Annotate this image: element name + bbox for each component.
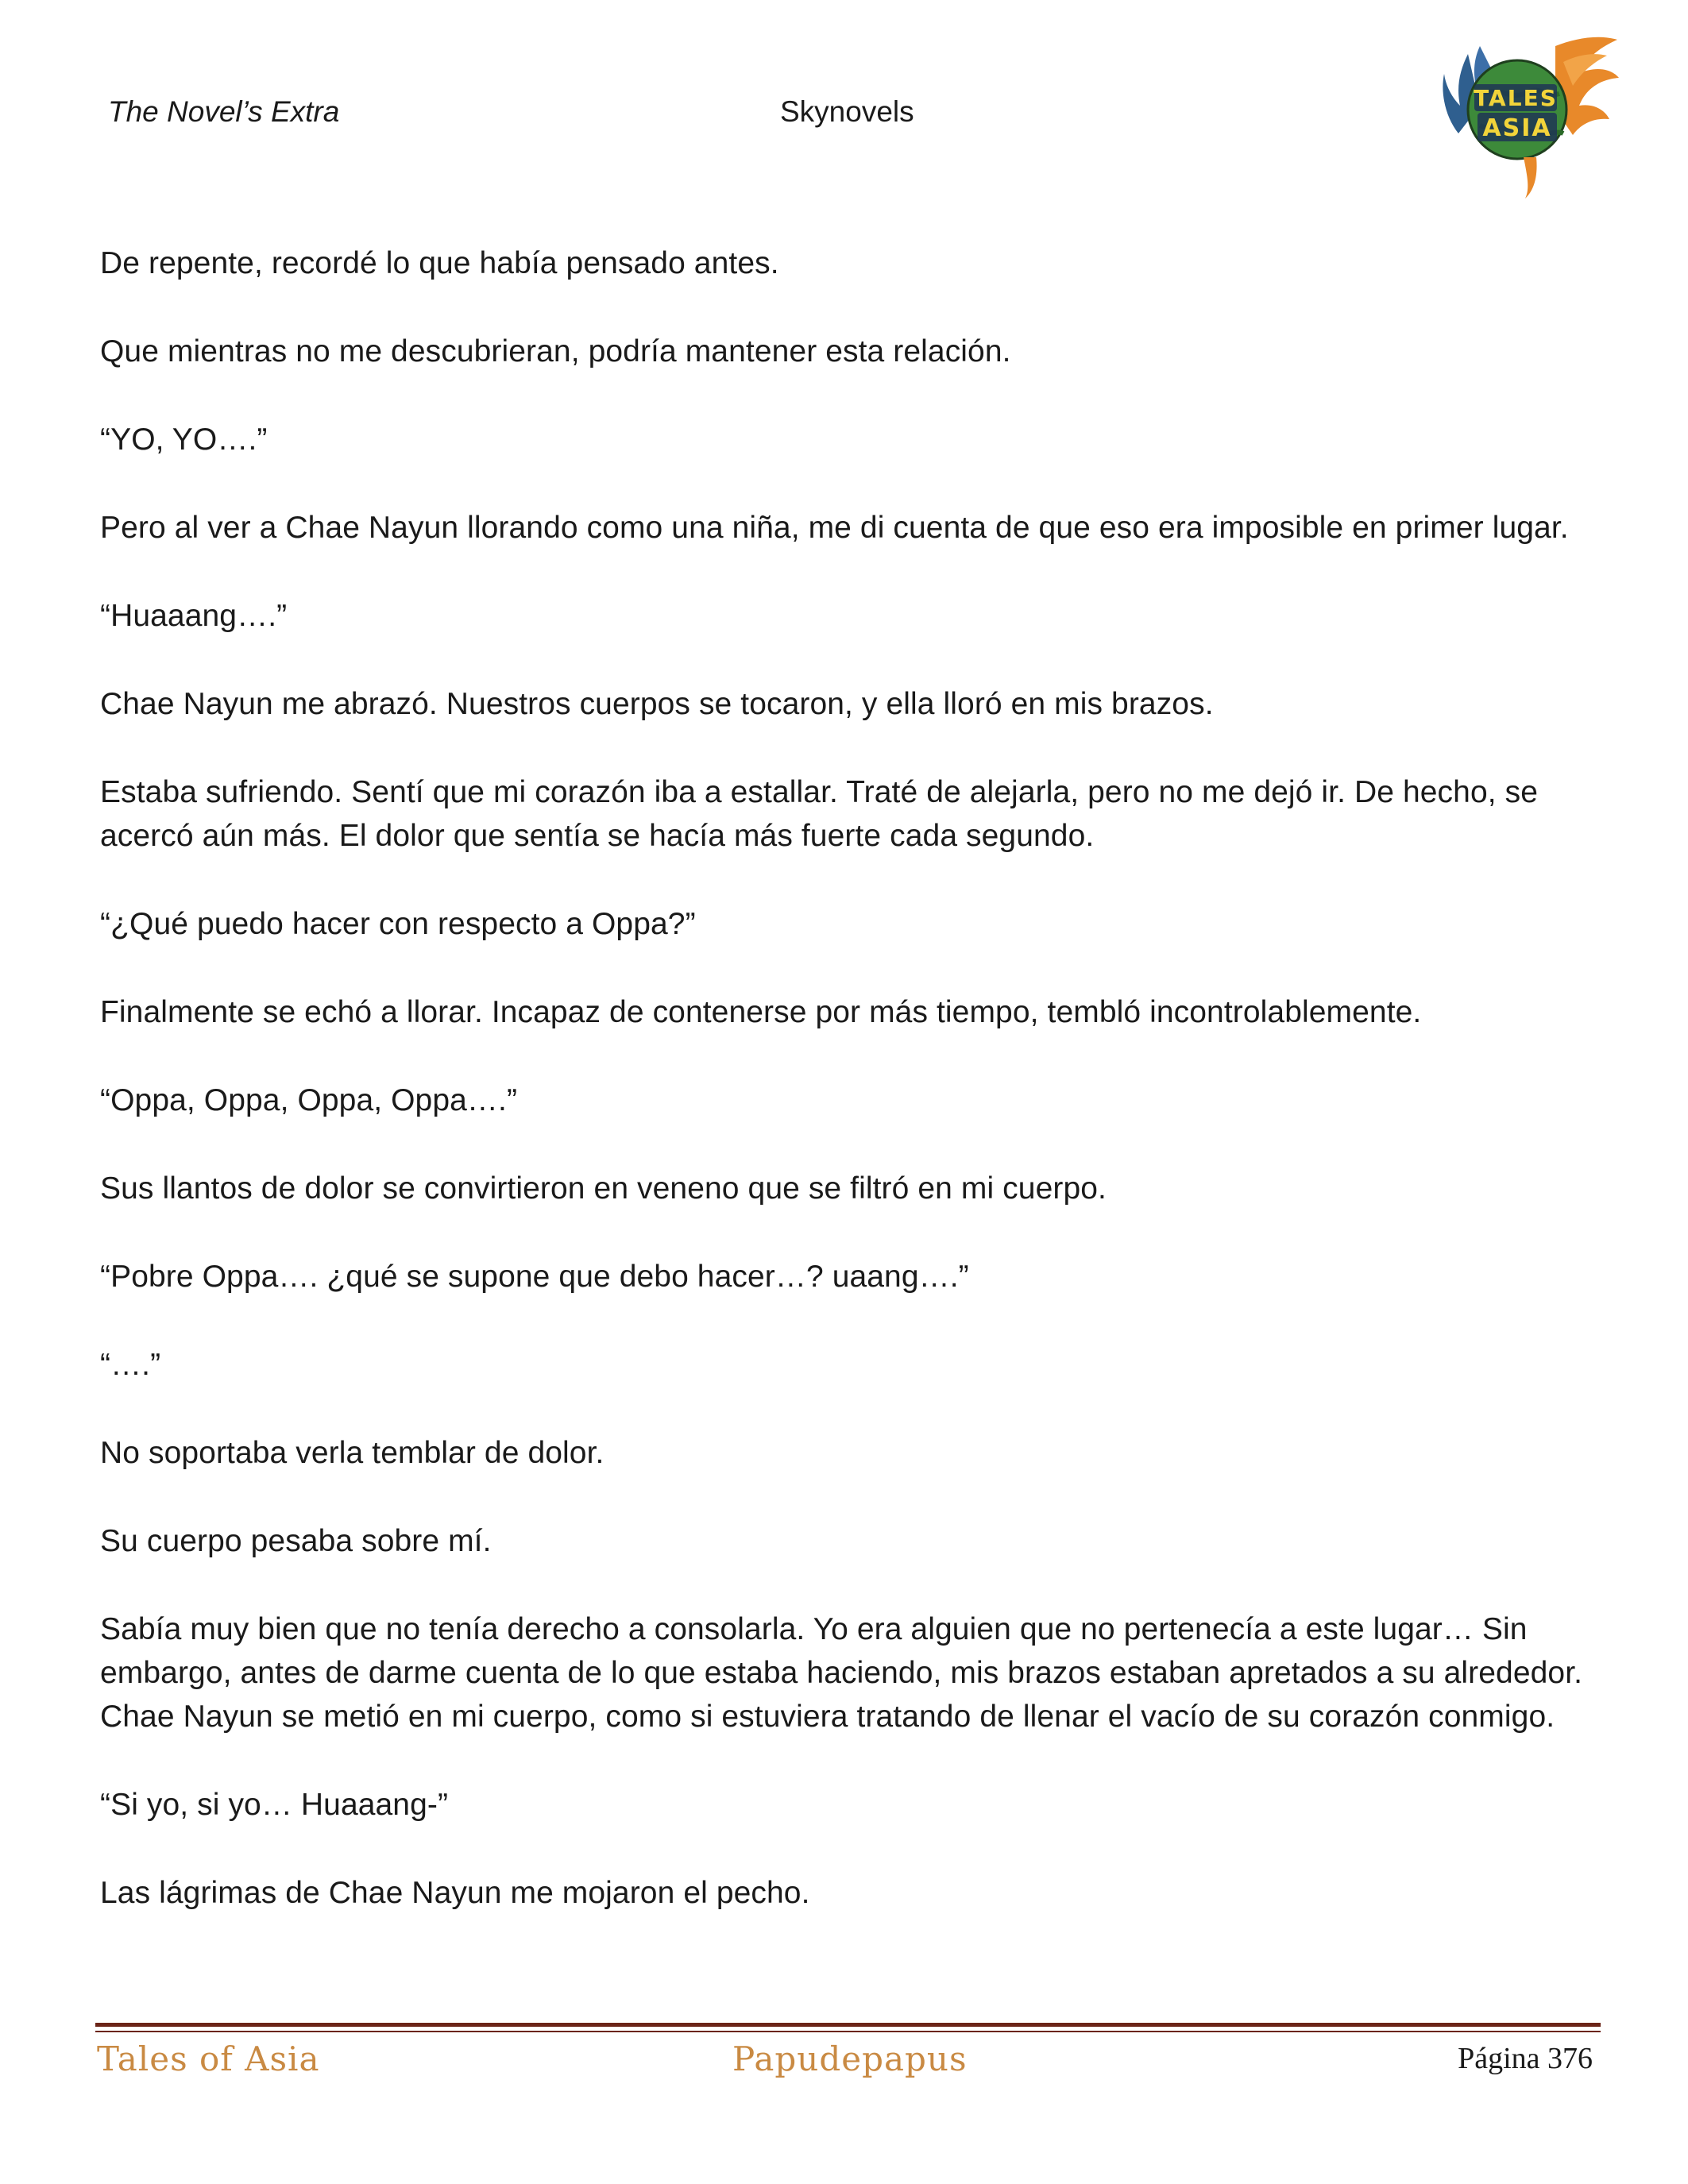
header-publisher: Skynovels xyxy=(780,95,914,128)
paragraph: Sabía muy bien que no tenía derecho a consolarla. Yo era alguien que no pertenecía a este lugar… Sin embargo, antes de darme cuenta de lo que estaba haciendo, mis brazos estaban apretados a su alrededor. Chae Nayun se metió en mi cuerpo, como si estuviera tratando de llenar el vacío de su corazón conmigo. xyxy=(100,1612,1583,1734)
tales-of-asia-logo xyxy=(1436,30,1620,201)
paragraph: “….” xyxy=(100,1348,161,1382)
footer-translator: Papudepapus xyxy=(732,2039,968,2078)
paragraph: “YO, YO….” xyxy=(100,423,268,457)
paragraph: Que mientras no me descubrieran, podría mantener esta relación. xyxy=(100,334,1011,369)
paragraph: Estaba sufriendo. Sentí que mi corazón iba a estallar. Traté de alejarla, pero no me dejó ir. De hecho, se acercó aún más. El dolor que sentía se hacía más fuerte cada segundo. xyxy=(100,775,1538,853)
paragraph: “Pobre Oppa…. ¿qué se supone que debo hacer…? uaang….” xyxy=(100,1260,969,1294)
paragraph: Su cuerpo pesaba sobre mí. xyxy=(100,1524,492,1558)
paragraph: Sus llantos de dolor se convirtieron en veneno que se filtró en mi cuerpo. xyxy=(100,1171,1107,1206)
paragraph: “Si yo, si yo… Huaaang-” xyxy=(100,1788,449,1822)
paragraph: Pero al ver a Chae Nayun llorando como una niña, me di cuenta de que eso era imposible en primer lugar. xyxy=(100,511,1569,545)
footer-rule xyxy=(95,2023,1601,2027)
paragraph: No soportaba verla temblar de dolor. xyxy=(100,1436,605,1470)
paragraph: Chae Nayun me abrazó. Nuestros cuerpos se tocaron, y ella lloró en mis brazos. xyxy=(100,687,1214,721)
paragraph: Finalmente se echó a llorar. Incapaz de contenerse por más tiempo, tembló incontrolablemente. xyxy=(100,995,1422,1029)
svg-text:ASIA: ASIA xyxy=(1482,114,1552,142)
paragraph: “Oppa, Oppa, Oppa, Oppa….” xyxy=(100,1083,518,1117)
paragraph: “Huaaang….” xyxy=(100,599,288,633)
footer-site-name: Tales of Asia xyxy=(97,2039,320,2078)
paragraph: De repente, recordé lo que había pensado antes. xyxy=(100,246,779,280)
chapter-body xyxy=(100,241,1593,1959)
svg-text:TALES: TALES xyxy=(1474,85,1558,111)
footer-rule-thin xyxy=(95,2031,1601,2032)
header-book-title: The Novel’s Extra xyxy=(108,95,340,128)
paragraph: “¿Qué puedo hacer con respecto a Oppa?” xyxy=(100,907,696,941)
paragraph: Las lágrimas de Chae Nayun me mojaron el pecho. xyxy=(100,1876,810,1910)
page-number: Página 376 xyxy=(1458,2042,1593,2075)
